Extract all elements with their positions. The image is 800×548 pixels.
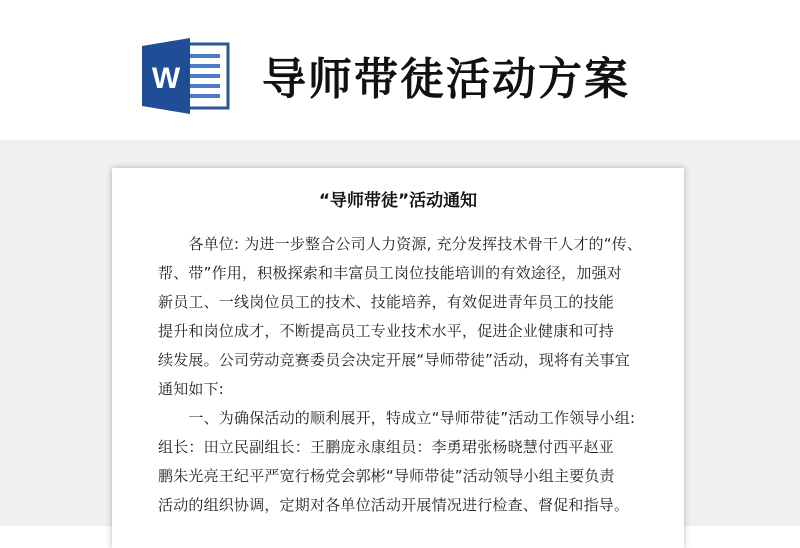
document-line: 活动的组织协调，定期对各单位活动开展情况进行检查、督促和指导。	[158, 496, 630, 514]
document-page	[112, 168, 684, 548]
page-title: 导师带徒活动方案	[262, 54, 630, 105]
document-line: 通知如下:	[158, 380, 225, 398]
document-line: 各单位: 为进一步整合公司人力资源, 充分发挥技术骨干人才的“传、	[158, 235, 643, 253]
document-line: 鹏朱光亮王纪平严宽行杨党会郭彬“导师带徒”活动领导小组主要负责	[158, 467, 615, 485]
word-document-icon	[142, 38, 230, 114]
document-line: 提升和岗位成才，不断提高员工专业技术水平，促进企业健康和可持	[158, 322, 615, 340]
document-line: 续发展。公司劳动竞赛委员会决定开展“导师带徒”活动，现将有关事宜	[158, 351, 630, 369]
header-banner	[0, 0, 800, 140]
document-line: 帮、带”作用，积极探索和丰富员工岗位技能培训的有效途径，加强对	[158, 264, 622, 282]
document-line: 一、为确保活动的顺利展开，特成立“导师带徒”活动工作领导小组:	[158, 409, 636, 427]
word-icon-letter: W	[151, 62, 181, 95]
document-line: 新员工、一线岗位员工的技术、技能培养，有效促进青年员工的技能	[158, 293, 615, 311]
document-line: 组长：田立民副组长：王鹏庞永康组员：李勇珺张杨晓慧付西平赵亚	[158, 438, 615, 456]
document-heading: “导师带徒”活动通知	[318, 191, 478, 211]
